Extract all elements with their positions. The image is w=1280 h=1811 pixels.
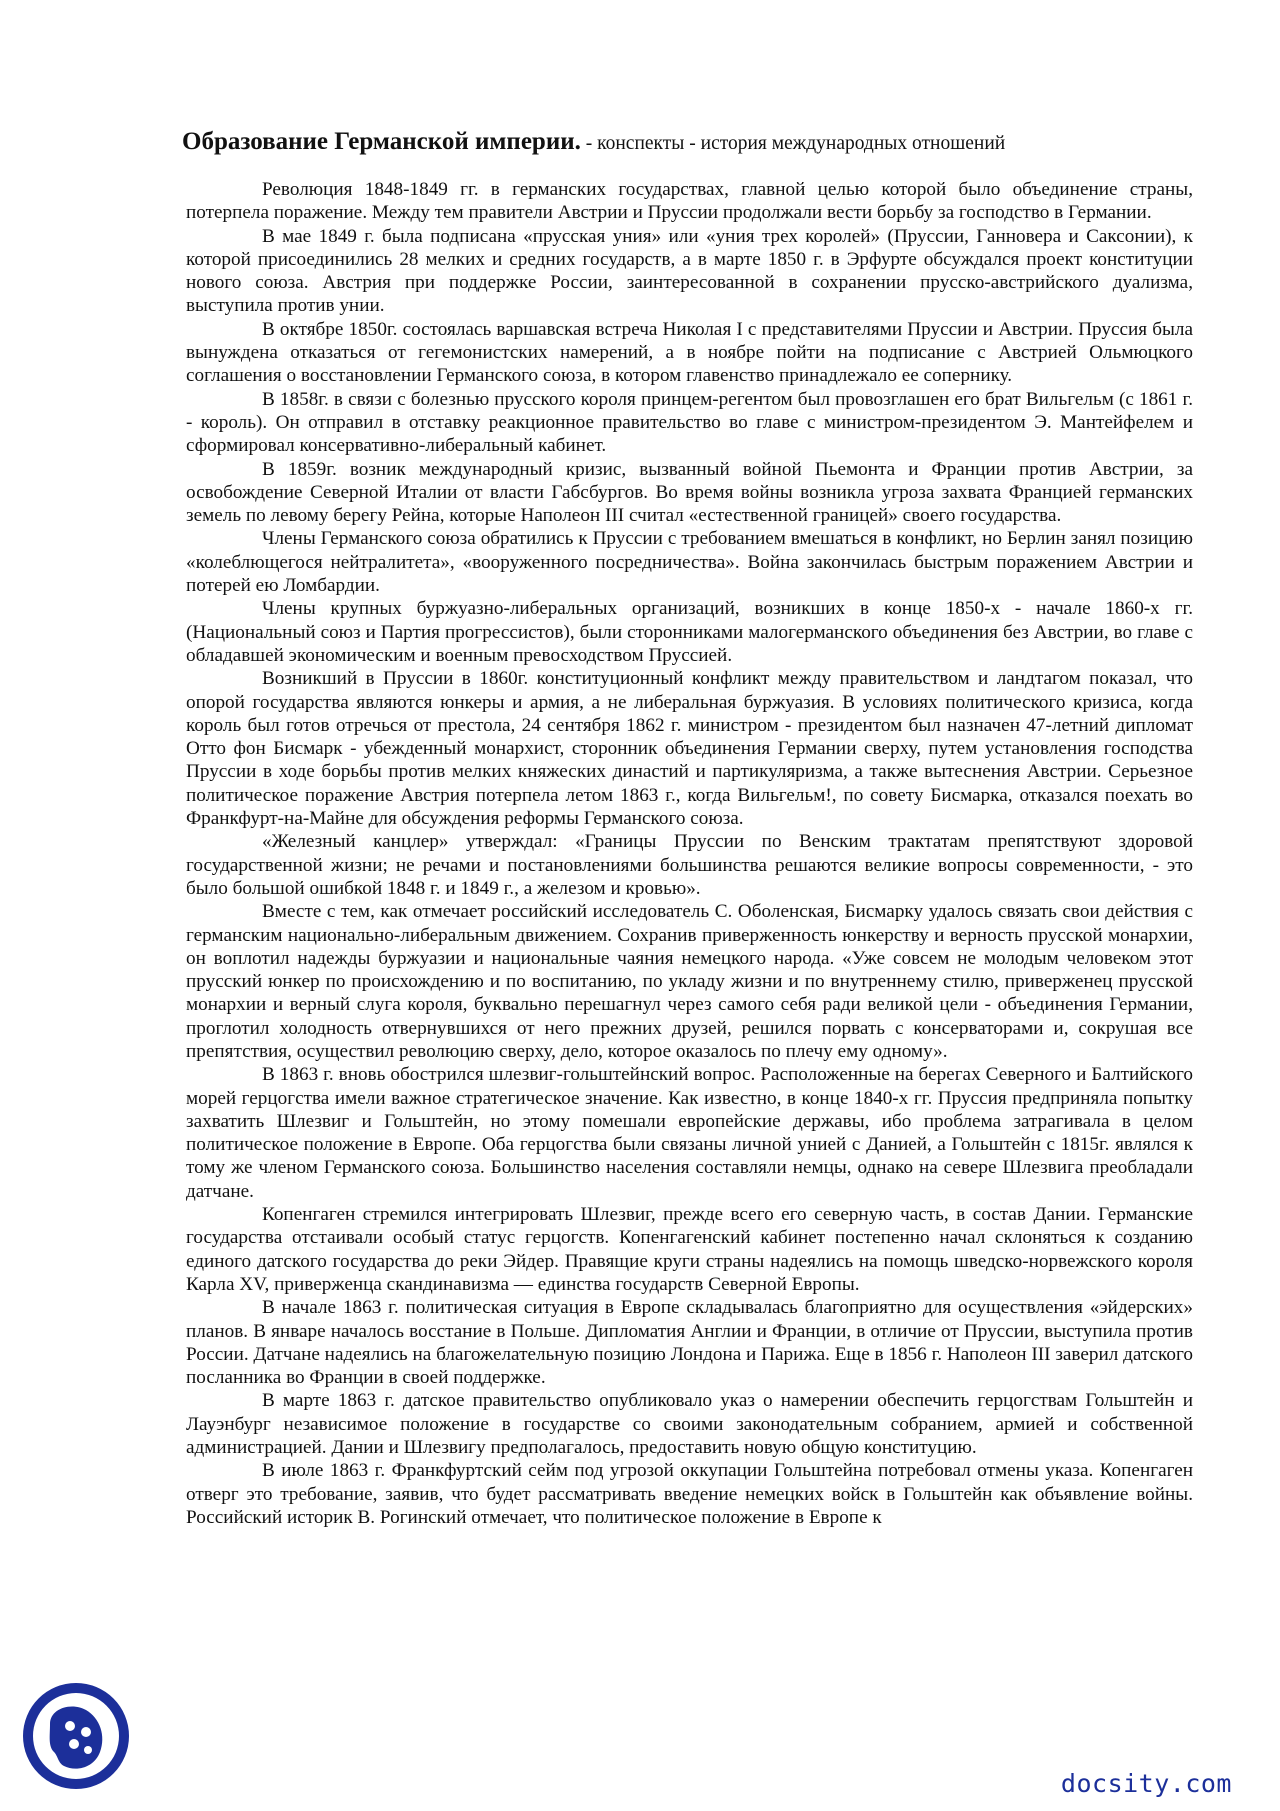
paragraph: В октябре 1850г. состоялась варшавская встреча Николая I с представителями Пруссии и Австрии. Пруссия была вынуждена отказаться от гегемонистских намерений, а в ноябре пойти на подписание с Австрией Ольмюцкого соглашения о восстановлении Германского союза, в котором главенство принадлежало ее сопернику. [186, 318, 1193, 387]
paragraph: Вместе с тем, как отмечает российский исследователь С. Оболенская, Бисмарку удалось связать свои действия с германским национально-либеральным движением. Сохранив приверженность юнкерству и верность прусской монархии, он воплотил надежды буржуазии и национальные чаяния немецкого народа. «Уже совсем не молодым человеком этот прусский юнкер по происхождению и по воспитанию, по укладу жизни и по внутреннему стилю, приверженец прусской монархии и верный слуга короля, буквально перешагнул через самого себя ради великой цели - объединения Германии, проглотил холодность отвернувшихся от него прежних друзей, решился порвать с консерваторами и, сокрушая все препятствия, осуществил революцию сверху, дело, которое оказалось по плечу ему одному». [186, 901, 1193, 1062]
paragraph: Революция 1848-1849 гг. в германских государствах, главной целью которой было объединение страны, потерпела поражение. Между тем правители Австрии и Пруссии продолжали вести борьбу за господство в Германии. [186, 179, 1193, 224]
paragraph: Возникший в Пруссии в 1860г. конституционный конфликт между правительством и ландтагом показал, что опорой государства являются юнкеры и армия, а не либеральная буржуазия. В условиях политического кризиса, когда король был готов отречься от престола, 24 сентября 1862 г. министром - президентом был назначен 47-летний дипломат Отто фон Бисмарк - убежденный монархист, сторонник объединения Германии сверху, путем установления господства Пруссии в ходе борьбы против мелких княжеских династий и партикуляризма, а также вытеснения Австрии. Серьезное политическое поражение Австрия потерпела летом 1863 г., когда Вильгельм!, по совету Бисмарка, отказался поехать во Франкфурт-на-Майне для обсуждения реформы Германского союза. [186, 668, 1193, 830]
document-body [186, 178, 1193, 1529]
logo-dot [69, 1739, 79, 1749]
logo-dot [65, 1721, 75, 1731]
paragraph: Копенгаген стремился интегрировать Шлезвиг, прежде всего его северную часть, в состав Дании. Германские государства отстаивали особый статус герцогств. Копенгагенский кабинет постепенно начал склоняться к созданию единого датского государства до реки Эйдер. Правящие круги страны надеялись на помощь шведско-норвежского короля Карла XV, приверженца скандинавизма — единства государств Северной Европы. [186, 1204, 1193, 1295]
logo-dot [81, 1727, 91, 1737]
paragraph: В 1863 г. вновь обострился шлезвиг-гольштейнский вопрос. Расположенные на берегах Северного и Балтийского морей герцогства имели важное стратегическое значение. Как известно, в конце 1840-х гг. Пруссия предприняла попытку захватить Шлезвиг и Гольштейн, но этому помешали европейские державы, ибо проблема затрагивала в целом политическое положение в Европе. Оба герцогства были связаны личной унией с Данией, а Гольштейн с 1815г. являлся к тому же членом Германского союза. Большинство населения составляли немцы, однако на севере Шлезвига преобладали датчане. [186, 1064, 1193, 1202]
paragraph: Члены Германского союза обратились к Пруссии с требованием вмешаться в конфликт, но Берлин занял позицию «колеблющегося нейтралитета», «вооруженного посредничества». Война закончилась быстрым поражением Австрии и потерей ею Ломбардии. [186, 528, 1193, 597]
paragraph: «Железный канцлер» утверждал: «Границы Пруссии по Венским трактатам препятствуют здоровой государственной жизни; не речами и постановлениями большинства решаются великие вопросы современности, - это было большой ошибкой 1848 г. и 1849 г., а железом и кровью». [186, 831, 1193, 899]
document-title: Образование Германской империи. [182, 128, 581, 155]
logo-dot [84, 1746, 92, 1754]
paragraph: В 1859г. возник международный кризис, вызванный войной Пьемонта и Франции против Австрии, за освобождение Северной Италии от власти Габсбургов. Во время войны возникла угроза захвата Францией германских земель по левому берегу Рейна, которые Наполеон III считал «естественной границей» своего государства. [186, 458, 1193, 527]
paragraph: В 1858г. в связи с болезнью прусского короля принцем-регентом был провозглашен его брат Вильгельм (с 1861 г. - король). Он отправил в отставку реакционное правительство во главе с министром-президентом Э. Мантейфелем и сформировал консервативно-либеральный кабинет. [186, 388, 1193, 457]
paragraph: В мае 1849 г. была подписана «прусская уния» или «уния трех королей» (Пруссии, Ганновера и Саксонии), к которой присоединились 28 мелких и средних государств, а в марте 1850 г. в Эрфурте обсуждался проект конституции нового союза. Австрия при поддержке России, заинтересованной в сохранении прусско-австрийского дуализма, выступила против унии. [186, 225, 1193, 317]
docsity-logo-icon[interactable] [20, 1680, 132, 1792]
paragraph: Члены крупных буржуазно-либеральных организаций, возникших в конце 1850-х - начале 1860-х гг. (Национальный союз и Партия прогрессистов), были сторонниками малогерманского объединения без Австрии, во главе с обладавшей экономическим и военным превосходством Пруссией. [186, 598, 1193, 666]
paragraph: В начале 1863 г. политическая ситуация в Европе складывалась благоприятно для осуществления «эйдерских» планов. В январе началось восстание в Польше. Дипломатия Англии и Франции, в отличие от Пруссии, выступила против России. Датчане надеялись на благожелательную позицию Лондона и Парижа. Еще в 1856 г. Наполеон III заверил датского посланника во Франции в своей поддержке. [186, 1297, 1193, 1389]
document-title-line [182, 128, 1182, 156]
paragraph: В июле 1863 г. Франкфуртский сейм под угрозой оккупации Гольштейна потребовал отмены указа. Копенгаген отверг это требование, заявив, что будет рассматривать введение немецких войск в Гольштейн как объявление войны. Российский историк В. Рогинский отмечает, что политическое положение в Европе к [186, 1460, 1193, 1528]
document-subtitle: - конспекты - история международных отношений [580, 133, 1006, 154]
docsity-brand-link[interactable]: docsity.com [1060, 1769, 1232, 1798]
paragraph: В марте 1863 г. датское правительство опубликовало указ о намерении обеспечить герцогствам Гольштейн и Лауэнбург независимое положение в государстве со своими законодательным собранием, армией и собственной администрацией. Дании и Шлезвигу предполагалось, предоставить новую общую конституцию. [186, 1390, 1193, 1459]
